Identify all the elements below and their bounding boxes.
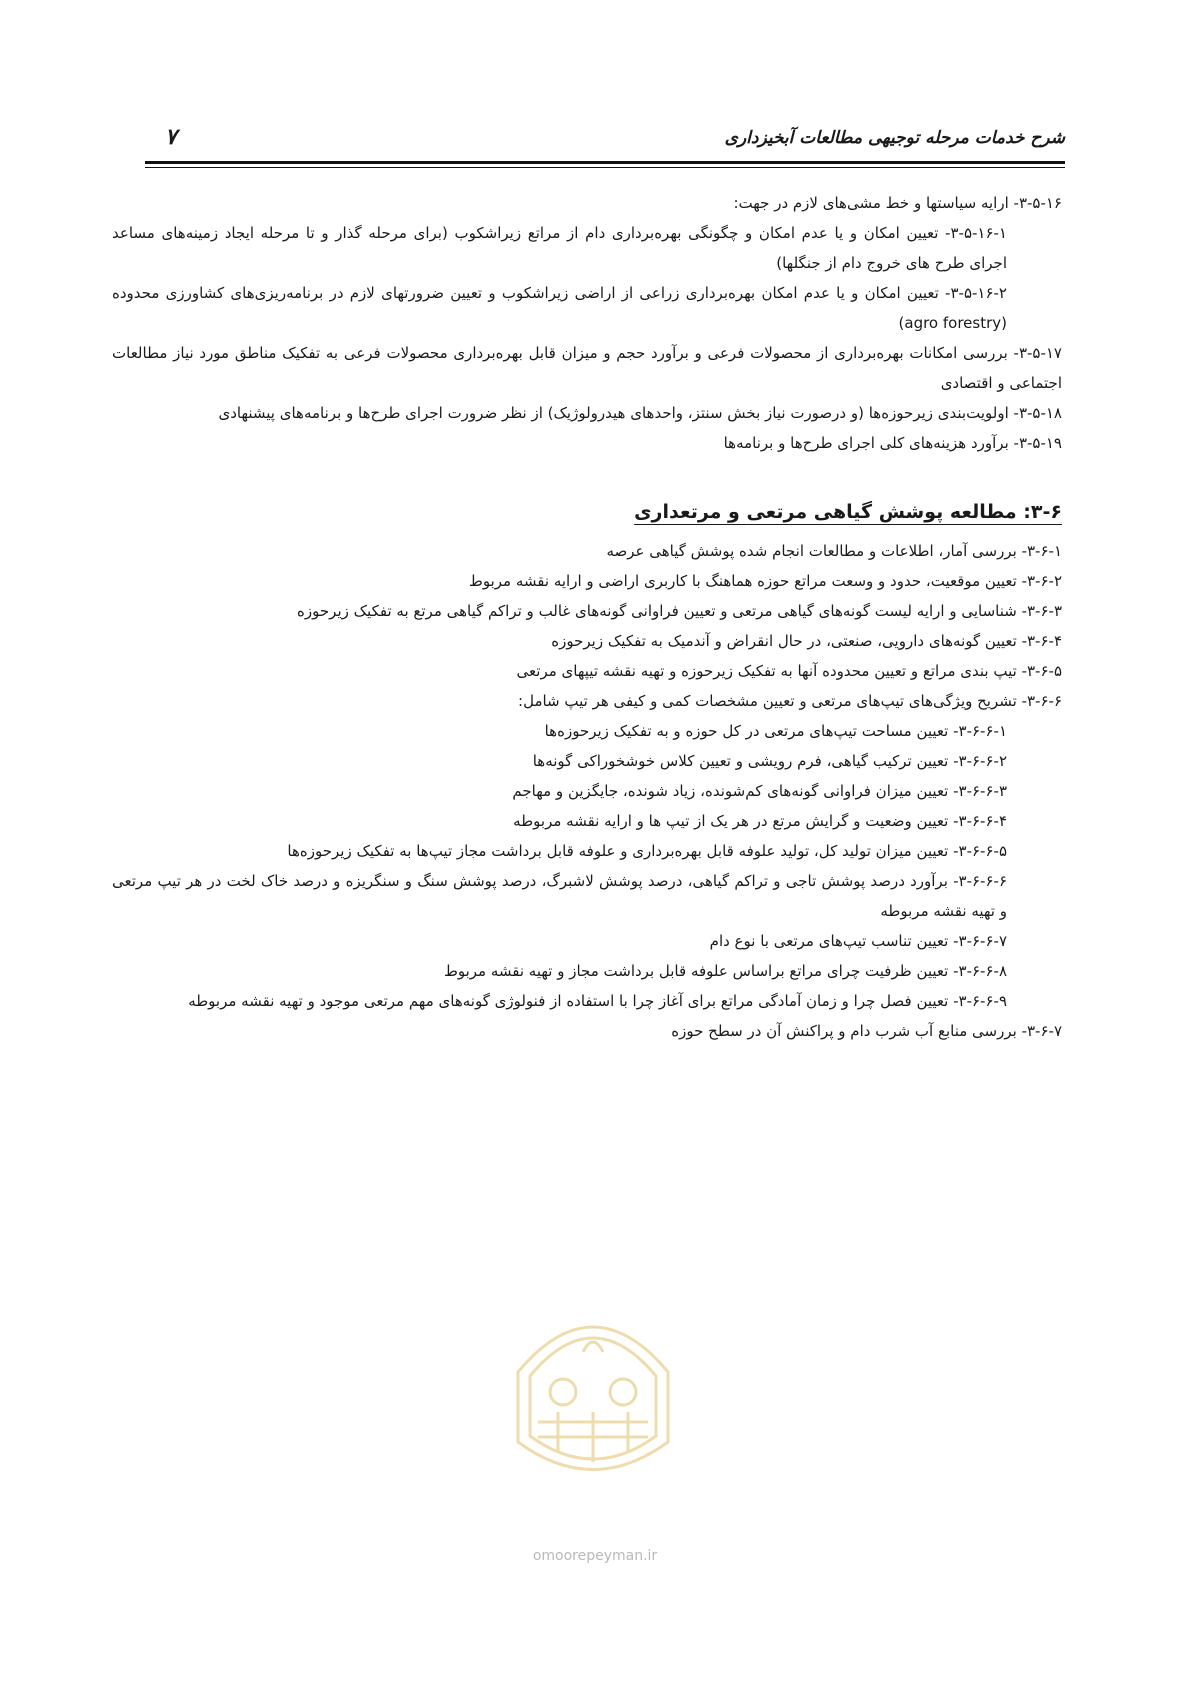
list-item-3-6-6: ۳-۶-۶- تشریح ویژگی‌های تیپ‌های مرتعی و تعیین مشخصات کمی و کیفی هر تیپ شامل: [518, 692, 1062, 710]
list-item-3-6-5: ۳-۶-۵- تیپ بندی مراتع و تعیین محدوده آنها به تفکیک زیرحوزه و تهیه نقشه تیپهای مرتعی [516, 662, 1062, 680]
list-item-3-6-6-7: ۳-۶-۶-۷- تعیین تناسب تیپ‌های مرتعی با نوع دام [709, 932, 1007, 950]
header-title: شرح خدمات مرحله توجیهی مطالعات آبخیزداری [724, 128, 1065, 148]
header-rule-thick [145, 161, 1065, 164]
section-gap [112, 458, 1062, 492]
list-item-3-6-6-8: ۳-۶-۶-۸- تعیین ظرفیت چرای مراتع براساس علوفه قابل برداشت مجاز و تهیه نقشه مربوط [443, 962, 1007, 980]
list-item-3-6-6-9: ۳-۶-۶-۹- تعیین فصل چرا و زمان آمادگی مراتع برای آغاز چرا با استفاده از فنولوژی گونه‌های مهم مرتعی موجود و تهیه نقشه مربوطه [188, 992, 1007, 1010]
list-item-3-5-16-1: ۳-۵-۱۶-۱- تعیین امکان و یا عدم امکان و چگونگی بهره‌برداری دام از مراتع زیراشکوب (برای مرحله گذار و تا مرحله ایجاد زمینه‌های مساعد اجرای طرح های خروج دام از جنگلها) [112, 224, 1007, 272]
list-item-3-6-6-6: ۳-۶-۶-۶- برآورد درصد پوشش تاجی و تراکم گیاهی، درصد پوشش لاشبرگ، درصد پوشش سنگ و سنگریزه و درصد خاک لخت در هر تیپ مرتعی و تهیه نقشه مربوطه [112, 872, 1007, 920]
list-item-3-6-6-1: ۳-۶-۶-۱- تعیین مساحت تیپ‌های مرتعی در کل حوزه و به تفکیک زیرحوزه‌ها [544, 722, 1007, 740]
list-item-3-6-6-2: ۳-۶-۶-۲- تعیین ترکیب گیاهی، فرم رویشی و تعیین کلاس خوشخوراکی گونه‌ها [532, 752, 1007, 770]
list-item-3-6-3: ۳-۶-۳- شناسایی و ارایه لیست گونه‌های گیاهی مرتعی و تعیین فراوانی گونه‌های غالب و تراکم گیاهی مرتع به تفکیک زیرحوزه [297, 602, 1062, 620]
list-item-3-6-2: ۳-۶-۲- تعیین موقعیت، حدود و وسعت مراتع حوزه هماهنگ با کاربری اراضی و ارایه نقشه مربوط [468, 572, 1062, 590]
list-item-3-5-17: ۳-۵-۱۷- بررسی امکانات بهره‌برداری از محصولات فرعی و برآورد حجم و میزان قابل بهره‌برداری محصولات فرعی به تفکیک مناطق مورد نیاز مطالعات اجتماعی و اقتصادی [112, 344, 1062, 392]
list-item-3-5-18: ۳-۵-۱۸- اولویت‌بندی زیرحوزه‌ها (و درصورت نیاز بخش سنتز، واحدهای هیدرولوژیک) از نظر ضرورت اجرای طرح‌ها و برنامه‌های پیشنهادی [218, 404, 1062, 422]
header-rule-thin [145, 167, 1065, 168]
list-item-3-5-16: ۳-۵-۱۶- ارایه سیاستها و خط مشی‌های لازم در جهت: [733, 194, 1062, 212]
list-item-3-6-6-4: ۳-۶-۶-۴- تعیین وضعیت و گرایش مرتع در هر یک از تیپ ها و ارایه نقشه مربوطه [513, 812, 1007, 830]
list-item-3-5-19: ۳-۵-۱۹- برآورد هزینه‌های کلی اجرای طرح‌ها و برنامه‌ها [723, 434, 1062, 452]
list-item-3-6-7: ۳-۶-۷- بررسی منابع آب شرب دام و پراکنش آن در سطح حوزه [671, 1022, 1062, 1040]
watermark-seal-icon [498, 1272, 688, 1502]
page-header [145, 122, 1065, 162]
list-item-3-5-16-2: ۳-۵-۱۶-۲- تعیین امکان و یا عدم امکان بهره‌برداری زراعی از اراضی زیراشکوب و تعیین ضرورتهای لازم در برنامه‌ریزی‌های کشاورزی محدوده (agro forestry) [112, 284, 1007, 332]
list-item-3-6-6-3: ۳-۶-۶-۳- تعیین میزان فراوانی گونه‌های کم‌شونده، زیاد شونده، جایگزین و مهاجم [512, 782, 1007, 800]
list-item-3-6-1: ۳-۶-۱- بررسی آمار، اطلاعات و مطالعات انجام شده پوشش گیاهی عرصه [606, 542, 1062, 560]
section-heading: ۳-۶: مطالعه پوشش گیاهی مرتعی و مرتعداری [634, 501, 1062, 523]
watermark-url: omoorepeyman.ir [532, 1548, 658, 1564]
list-item-3-6-4: ۳-۶-۴- تعیین گونه‌های دارویی، صنعتی، در حال انقراض و آندمیک به تفکیک زیرحوزه [551, 632, 1062, 650]
list-item-3-6-6-5: ۳-۶-۶-۵- تعیین میزان تولید کل، تولید علوفه قابل بهره‌برداری و علوفه قابل برداشت مجاز تیپ‌ها به تفکیک زیرحوزه‌ها [287, 842, 1007, 860]
page-number: ۷ [165, 124, 177, 150]
document-body [112, 188, 1062, 1046]
